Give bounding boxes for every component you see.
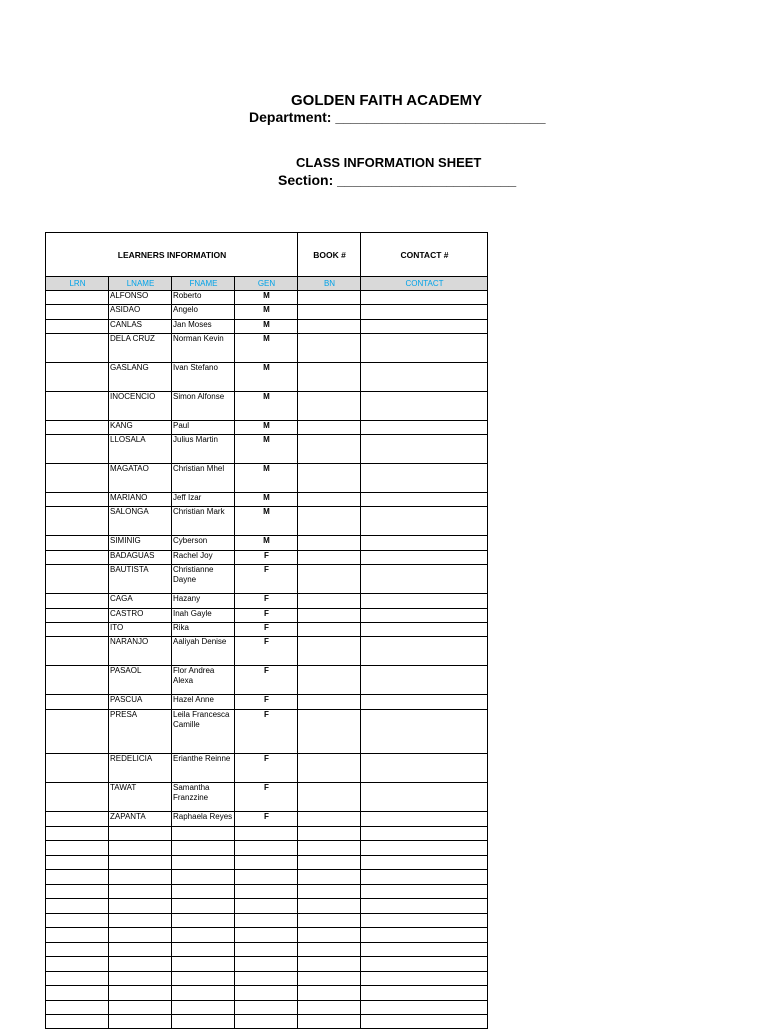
cell-gen: M	[235, 435, 298, 464]
cell-lrn	[46, 334, 109, 363]
cell-contact	[361, 899, 488, 914]
cell-gen	[235, 943, 298, 957]
cell-gen: F	[235, 551, 298, 565]
cell-fname	[172, 827, 235, 841]
cell-lrn	[46, 943, 109, 957]
column-header-lrn: LRN	[46, 277, 109, 291]
table-row	[46, 637, 488, 666]
cell-lrn	[46, 536, 109, 551]
cell-contact	[361, 885, 488, 899]
cell-lname: CASTRO	[109, 609, 172, 623]
cell-lrn	[46, 957, 109, 972]
cell-gen	[235, 1001, 298, 1015]
cell-fname: Jan Moses	[172, 320, 235, 334]
cell-bn	[298, 1001, 361, 1015]
cell-contact	[361, 334, 488, 363]
cell-lname: MARIANO	[109, 493, 172, 507]
table-row	[46, 609, 488, 623]
cell-gen	[235, 957, 298, 972]
cell-lrn	[46, 493, 109, 507]
cell-bn	[298, 637, 361, 666]
cell-fname	[172, 885, 235, 899]
cell-lname: SALONGA	[109, 507, 172, 536]
cell-bn	[298, 827, 361, 841]
cell-lname: CANLAS	[109, 320, 172, 334]
cell-contact	[361, 493, 488, 507]
cell-fname: Christian Mark	[172, 507, 235, 536]
cell-gen: M	[235, 305, 298, 320]
cell-lrn	[46, 856, 109, 870]
cell-fname	[172, 986, 235, 1001]
cell-lname: DELA CRUZ	[109, 334, 172, 363]
learners-information-header: LEARNERS INFORMATION	[46, 233, 298, 277]
cell-bn	[298, 812, 361, 827]
table-row	[46, 565, 488, 594]
cell-fname: Aaliyah Denise	[172, 637, 235, 666]
cell-lrn	[46, 421, 109, 435]
table-row	[46, 305, 488, 320]
cell-bn	[298, 986, 361, 1001]
cell-bn	[298, 957, 361, 972]
cell-bn	[298, 363, 361, 392]
cell-gen: M	[235, 493, 298, 507]
table-row	[46, 435, 488, 464]
cell-gen: F	[235, 623, 298, 637]
cell-fname	[172, 856, 235, 870]
cell-lrn	[46, 1015, 109, 1029]
cell-gen: M	[235, 291, 298, 305]
cell-gen	[235, 899, 298, 914]
cell-lrn	[46, 710, 109, 754]
cell-lrn	[46, 870, 109, 885]
cell-contact	[361, 1015, 488, 1029]
cell-lname: PRESA	[109, 710, 172, 754]
table-row	[46, 899, 488, 914]
cell-contact	[361, 695, 488, 710]
cell-contact	[361, 754, 488, 783]
cell-lrn	[46, 928, 109, 943]
cell-gen: F	[235, 710, 298, 754]
cell-contact	[361, 637, 488, 666]
cell-bn	[298, 291, 361, 305]
cell-lname: TAWAT	[109, 783, 172, 812]
table-row	[46, 827, 488, 841]
cell-lrn	[46, 305, 109, 320]
cell-contact	[361, 536, 488, 551]
cell-contact	[361, 464, 488, 493]
cell-bn	[298, 856, 361, 870]
cell-fname: Raphaela Reyes	[172, 812, 235, 827]
cell-lname	[109, 870, 172, 885]
table-row	[46, 841, 488, 856]
cell-fname: Erianthe Reinne	[172, 754, 235, 783]
cell-contact	[361, 363, 488, 392]
cell-gen	[235, 827, 298, 841]
cell-fname	[172, 841, 235, 856]
cell-fname	[172, 914, 235, 928]
cell-bn	[298, 305, 361, 320]
cell-lname	[109, 1015, 172, 1029]
cell-bn	[298, 695, 361, 710]
table-row	[46, 695, 488, 710]
cell-gen	[235, 972, 298, 986]
cell-lname: SIMINIG	[109, 536, 172, 551]
cell-bn	[298, 609, 361, 623]
cell-gen: M	[235, 464, 298, 493]
cell-contact	[361, 609, 488, 623]
cell-fname: Julius Martin	[172, 435, 235, 464]
column-header-bn: BN	[298, 277, 361, 291]
table-row	[46, 623, 488, 637]
cell-lname	[109, 943, 172, 957]
cell-lrn	[46, 565, 109, 594]
column-header-gen: GEN	[235, 277, 298, 291]
cell-lname: REDELICIA	[109, 754, 172, 783]
cell-lname: LLOSALA	[109, 435, 172, 464]
cell-contact	[361, 320, 488, 334]
cell-gen	[235, 928, 298, 943]
cell-fname	[172, 870, 235, 885]
table-row	[46, 710, 488, 754]
cell-bn	[298, 623, 361, 637]
table-row	[46, 666, 488, 695]
cell-gen: F	[235, 695, 298, 710]
cell-gen: M	[235, 334, 298, 363]
cell-gen: M	[235, 536, 298, 551]
cell-gen	[235, 1015, 298, 1029]
cell-contact	[361, 856, 488, 870]
cell-fname	[172, 899, 235, 914]
cell-contact	[361, 841, 488, 856]
cell-lrn	[46, 827, 109, 841]
cell-lname: GASLANG	[109, 363, 172, 392]
cell-lname: ZAPANTA	[109, 812, 172, 827]
cell-contact	[361, 827, 488, 841]
cell-fname: Leila Francesca Camille	[172, 710, 235, 754]
cell-fname: Christianne Dayne	[172, 565, 235, 594]
table-row	[46, 291, 488, 305]
table-row	[46, 1015, 488, 1029]
sheet-title: CLASS INFORMATION SHEET	[296, 155, 482, 170]
department-line: Department: ___________________________	[249, 109, 546, 125]
table-row	[46, 507, 488, 536]
cell-contact	[361, 957, 488, 972]
cell-fname: Flor Andrea Alexa	[172, 666, 235, 695]
cell-bn	[298, 565, 361, 594]
cell-gen: F	[235, 609, 298, 623]
cell-contact	[361, 305, 488, 320]
cell-bn	[298, 392, 361, 421]
cell-bn	[298, 885, 361, 899]
cell-gen	[235, 914, 298, 928]
cell-lname	[109, 899, 172, 914]
cell-bn	[298, 435, 361, 464]
cell-gen: F	[235, 594, 298, 609]
cell-bn	[298, 666, 361, 695]
table-row	[46, 812, 488, 827]
cell-gen: F	[235, 783, 298, 812]
cell-fname	[172, 1015, 235, 1029]
cell-fname: Angelo	[172, 305, 235, 320]
cell-fname: Rika	[172, 623, 235, 637]
cell-bn	[298, 594, 361, 609]
cell-lname	[109, 827, 172, 841]
table-row	[46, 754, 488, 783]
cell-lname: BADAGUAS	[109, 551, 172, 565]
cell-lname	[109, 986, 172, 1001]
school-name: GOLDEN FAITH ACADEMY	[291, 92, 483, 109]
section-line: Section: _______________________	[278, 172, 517, 188]
cell-bn	[298, 943, 361, 957]
cell-gen: F	[235, 754, 298, 783]
cell-fname	[172, 1001, 235, 1015]
cell-lrn	[46, 899, 109, 914]
table-row	[46, 421, 488, 435]
cell-lname	[109, 856, 172, 870]
table-row	[46, 464, 488, 493]
cell-bn	[298, 320, 361, 334]
cell-lrn	[46, 392, 109, 421]
table-row	[46, 392, 488, 421]
cell-gen: M	[235, 392, 298, 421]
table-row	[46, 914, 488, 928]
cell-gen: F	[235, 666, 298, 695]
cell-contact	[361, 972, 488, 986]
column-header-contact: CONTACT	[361, 277, 488, 291]
cell-lrn	[46, 783, 109, 812]
table-row	[46, 594, 488, 609]
cell-contact	[361, 812, 488, 827]
cell-lrn	[46, 666, 109, 695]
cell-bn	[298, 972, 361, 986]
cell-lrn	[46, 609, 109, 623]
cell-lname: ASIDAO	[109, 305, 172, 320]
cell-lrn	[46, 435, 109, 464]
contact-number-header: CONTACT #	[361, 233, 488, 277]
cell-lname	[109, 914, 172, 928]
table-row	[46, 972, 488, 986]
cell-contact	[361, 870, 488, 885]
cell-bn	[298, 464, 361, 493]
table-row	[46, 928, 488, 943]
cell-bn	[298, 1015, 361, 1029]
cell-contact	[361, 928, 488, 943]
cell-fname: Simon Alfonse	[172, 392, 235, 421]
cell-fname: Roberto	[172, 291, 235, 305]
table-row	[46, 783, 488, 812]
table-row	[46, 943, 488, 957]
cell-contact	[361, 623, 488, 637]
cell-lrn	[46, 551, 109, 565]
table-row	[46, 870, 488, 885]
cell-fname	[172, 957, 235, 972]
cell-lrn	[46, 695, 109, 710]
cell-gen: F	[235, 637, 298, 666]
cell-gen: M	[235, 363, 298, 392]
cell-contact	[361, 666, 488, 695]
cell-gen: F	[235, 812, 298, 827]
cell-bn	[298, 536, 361, 551]
cell-fname: Rachel Joy	[172, 551, 235, 565]
table-row	[46, 1001, 488, 1015]
cell-bn	[298, 754, 361, 783]
cell-lname: INOCENCIO	[109, 392, 172, 421]
cell-bn	[298, 421, 361, 435]
cell-contact	[361, 565, 488, 594]
cell-fname	[172, 943, 235, 957]
cell-lname: KANG	[109, 421, 172, 435]
cell-contact	[361, 914, 488, 928]
cell-lname: ALFONSO	[109, 291, 172, 305]
table-row	[46, 551, 488, 565]
column-header-lname: LNAME	[109, 277, 172, 291]
cell-lname: MAGATAO	[109, 464, 172, 493]
column-header-fname: FNAME	[172, 277, 235, 291]
cell-bn	[298, 493, 361, 507]
cell-fname: Cyberson	[172, 536, 235, 551]
cell-lrn	[46, 291, 109, 305]
cell-gen	[235, 986, 298, 1001]
cell-gen: M	[235, 421, 298, 435]
cell-bn	[298, 334, 361, 363]
cell-lname: NARANJO	[109, 637, 172, 666]
cell-lrn	[46, 754, 109, 783]
cell-lname	[109, 957, 172, 972]
cell-contact	[361, 507, 488, 536]
table-row	[46, 885, 488, 899]
cell-contact	[361, 551, 488, 565]
cell-fname: Ivan Stefano	[172, 363, 235, 392]
cell-lrn	[46, 841, 109, 856]
cell-fname: Hazany	[172, 594, 235, 609]
class-roster-table	[45, 232, 488, 1029]
cell-fname: Norman Kevin	[172, 334, 235, 363]
cell-lrn	[46, 986, 109, 1001]
cell-lrn	[46, 914, 109, 928]
cell-fname	[172, 928, 235, 943]
cell-contact	[361, 783, 488, 812]
table-row	[46, 536, 488, 551]
cell-fname: Paul	[172, 421, 235, 435]
cell-fname: Samantha Franzzine	[172, 783, 235, 812]
cell-lname: ITO	[109, 623, 172, 637]
cell-fname	[172, 972, 235, 986]
cell-contact	[361, 943, 488, 957]
cell-bn	[298, 783, 361, 812]
cell-lname	[109, 928, 172, 943]
cell-lrn	[46, 464, 109, 493]
cell-contact	[361, 1001, 488, 1015]
cell-lrn	[46, 1001, 109, 1015]
cell-lname: CAGA	[109, 594, 172, 609]
cell-fname: Inah Gayle	[172, 609, 235, 623]
cell-contact	[361, 986, 488, 1001]
cell-lrn	[46, 885, 109, 899]
cell-bn	[298, 710, 361, 754]
cell-fname: Hazel Anne	[172, 695, 235, 710]
cell-gen	[235, 856, 298, 870]
cell-gen: F	[235, 565, 298, 594]
cell-lname	[109, 1001, 172, 1015]
cell-fname: Jeff Izar	[172, 493, 235, 507]
table-row	[46, 493, 488, 507]
cell-bn	[298, 507, 361, 536]
table-row	[46, 957, 488, 972]
cell-lrn	[46, 812, 109, 827]
cell-bn	[298, 899, 361, 914]
cell-bn	[298, 928, 361, 943]
cell-lrn	[46, 637, 109, 666]
cell-lrn	[46, 623, 109, 637]
cell-fname: Christian Mhel	[172, 464, 235, 493]
cell-lname	[109, 885, 172, 899]
book-number-header: BOOK #	[298, 233, 361, 277]
table-row	[46, 986, 488, 1001]
cell-gen	[235, 870, 298, 885]
cell-contact	[361, 392, 488, 421]
cell-lrn	[46, 507, 109, 536]
cell-contact	[361, 594, 488, 609]
cell-contact	[361, 291, 488, 305]
cell-bn	[298, 914, 361, 928]
cell-bn	[298, 841, 361, 856]
table-row	[46, 320, 488, 334]
cell-gen: M	[235, 507, 298, 536]
table-row	[46, 334, 488, 363]
cell-lrn	[46, 972, 109, 986]
table-row	[46, 363, 488, 392]
table-row	[46, 856, 488, 870]
cell-lname: PASCUA	[109, 695, 172, 710]
cell-lname: BAUTISTA	[109, 565, 172, 594]
cell-lrn	[46, 320, 109, 334]
cell-lname	[109, 972, 172, 986]
cell-gen: M	[235, 320, 298, 334]
cell-contact	[361, 435, 488, 464]
cell-lname	[109, 841, 172, 856]
cell-gen	[235, 885, 298, 899]
cell-lname: PASAOL	[109, 666, 172, 695]
cell-bn	[298, 551, 361, 565]
cell-lrn	[46, 363, 109, 392]
cell-bn	[298, 870, 361, 885]
cell-lrn	[46, 594, 109, 609]
cell-gen	[235, 841, 298, 856]
cell-contact	[361, 710, 488, 754]
cell-contact	[361, 421, 488, 435]
